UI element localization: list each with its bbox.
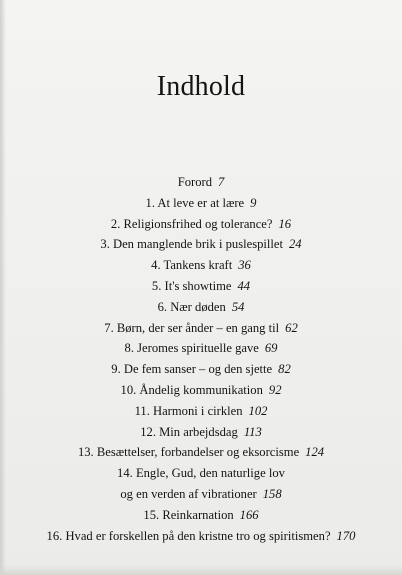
toc-entry-title: 10. Åndelig kommunikation	[120, 382, 263, 397]
toc-entry-page: 92	[268, 382, 282, 397]
toc-entry-title: 8. Jeromes spirituelle gave	[124, 341, 259, 356]
toc-entry	[0, 255, 402, 276]
toc-entry-title: 11. Harmoni i cirklen	[134, 403, 243, 418]
toc-entry	[0, 526, 402, 547]
toc-entry-title: 9. De fem sanser – og den sjette	[111, 362, 273, 377]
toc-entry	[0, 401, 402, 422]
toc-entry-page: 158	[262, 486, 282, 501]
toc-entry	[0, 193, 402, 214]
toc-entry-page: 69	[264, 341, 278, 356]
toc-entry	[0, 505, 402, 526]
toc-entry-page: 7	[218, 175, 225, 189]
toc-entry-title: 13. Besættelser, forbandelser og eksorcisme	[77, 445, 300, 460]
toc-entry-page: 102	[248, 403, 268, 418]
toc-entry	[0, 234, 402, 255]
toc-entry-page: 166	[239, 507, 259, 522]
toc-entry-page: 24	[288, 237, 302, 252]
toc-entry	[0, 318, 402, 339]
page-bottom-shadow	[0, 565, 402, 575]
toc-entry-title: 7. Børn, der ser ånder – en gang til	[104, 320, 280, 335]
toc-entry-title: 1. At leve er at lære	[145, 195, 245, 210]
toc-entry-page: 170	[336, 528, 356, 543]
toc-entry-title: 14. Engle, Gud, den naturlige lov	[117, 466, 285, 481]
toc-entry	[0, 380, 402, 401]
toc-entry	[0, 359, 402, 380]
toc-entry	[0, 338, 402, 359]
toc-entry-title: 15. Reinkarnation	[143, 507, 234, 522]
toc-entry-title: Forord	[177, 175, 212, 189]
toc-entry-page: 82	[278, 362, 291, 377]
toc-entry-page: 44	[237, 278, 251, 293]
toc-entry	[0, 297, 402, 318]
toc-entry-page: 16	[278, 216, 292, 231]
toc-entry-title: 3. Den manglende brik i puslespillet	[100, 237, 283, 252]
toc-entry-page: 54	[231, 299, 245, 314]
toc-entry-page: 62	[285, 320, 298, 335]
toc-entry-page: 113	[243, 424, 262, 439]
toc-entry	[0, 442, 402, 463]
toc-entry-title: 6. Nær døden	[157, 299, 226, 314]
table-of-contents	[0, 172, 402, 546]
page-title: Indhold	[156, 70, 246, 102]
toc-entry-title: 4. Tankens kraft	[151, 258, 233, 273]
toc-entry	[0, 172, 402, 193]
toc-entry	[0, 214, 402, 235]
toc-entry	[0, 422, 402, 443]
toc-entry-title: 16. Hvad er forskellen på den kristne tro og spiritismen?	[46, 528, 331, 543]
toc-entry-title: 2. Religionsfrihed og tolerance?	[110, 216, 273, 231]
toc-entry	[0, 463, 402, 484]
toc-entry-page: 36	[238, 258, 251, 273]
toc-entry	[0, 276, 402, 297]
toc-entry	[0, 484, 402, 505]
toc-entry-title: og en verden af vibrationer	[120, 486, 257, 501]
toc-entry-title: 12. Min arbejdsdag	[140, 424, 238, 439]
toc-entry-title: 5. It's showtime	[151, 278, 232, 293]
toc-entry-page: 9	[250, 195, 257, 210]
toc-entry-page: 124	[305, 445, 325, 460]
